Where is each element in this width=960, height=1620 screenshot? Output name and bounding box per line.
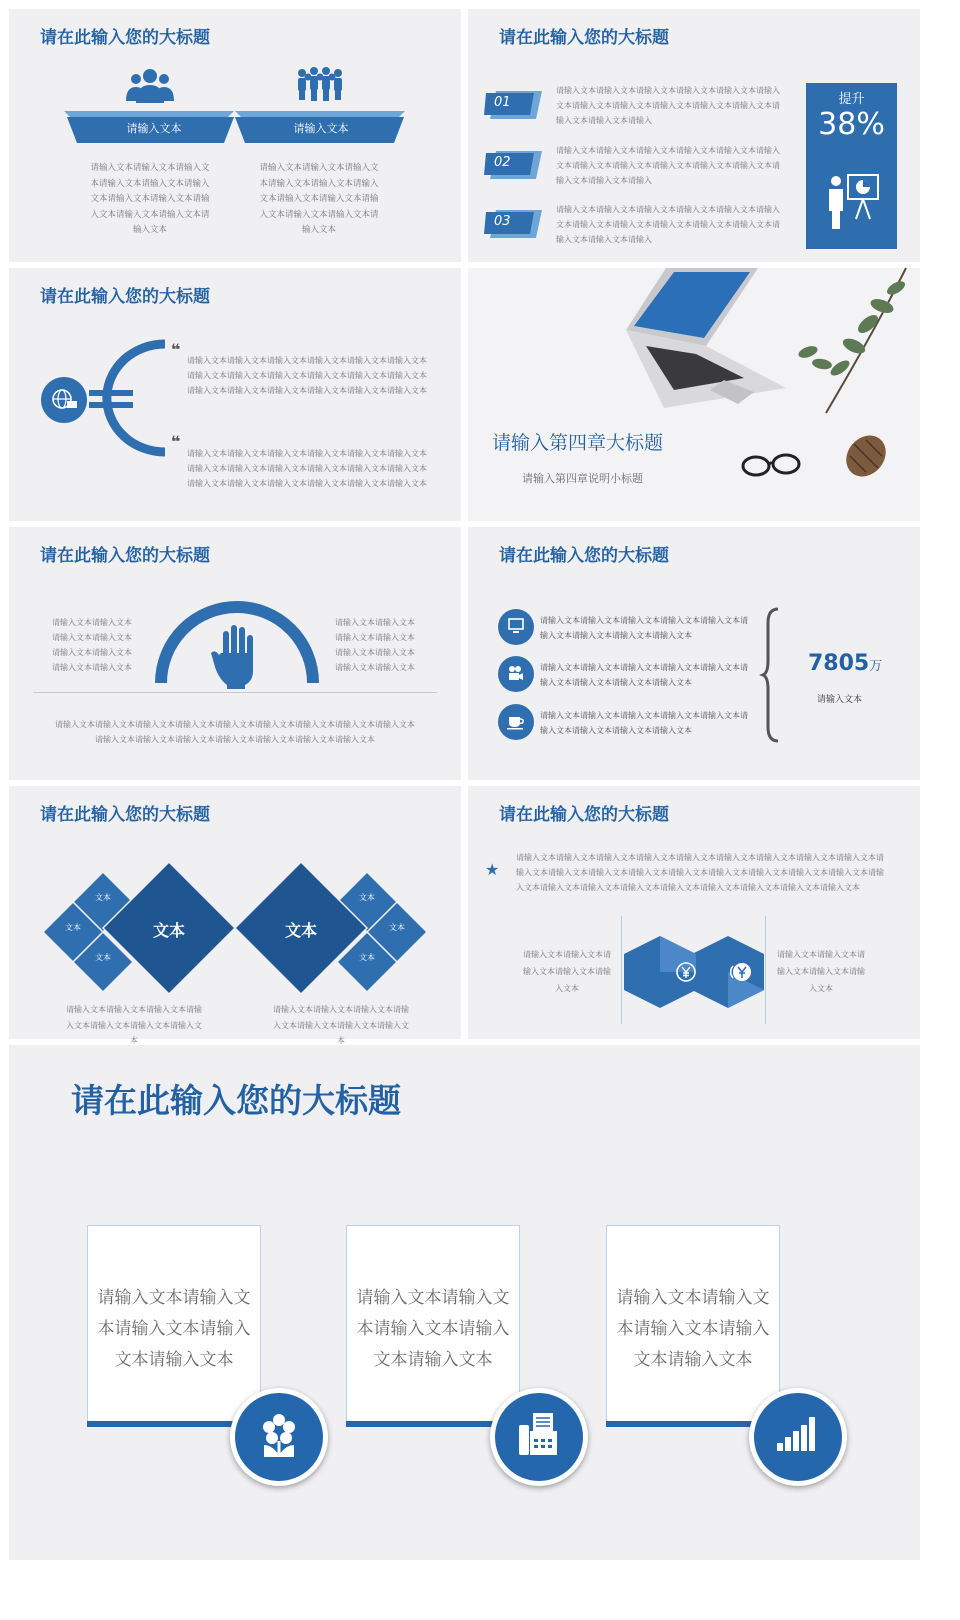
slide-title: 请在此输入您的大标题 (499, 546, 669, 566)
diamond-label-small: 文本 (95, 893, 111, 902)
globe-computer-icon (51, 388, 79, 412)
body-text-1: 请输入文本请输入文本请输入文本请输入文本请输入文本请输入文本请输入文本 (66, 1005, 202, 1045)
people-group-icon (124, 67, 176, 103)
pinecone-illustration (838, 428, 894, 484)
list-item-text: 请输入文本请输入文本请输入文本请输入文本请输入文本请输入文本请输入文本请输入文本请输入文本请输入文本请输入文本请输入文本请输入文本请输入 (556, 86, 780, 125)
yen-coin-icon (675, 961, 697, 983)
left-text: 请输入文本请输入文本请输入文本请输入文本请输入文本 (523, 950, 611, 993)
laptop-illustration (626, 268, 796, 408)
number-label: 02 (494, 155, 511, 170)
number-label: 01 (494, 95, 511, 110)
list-item: 请输入文本请输入文本 (52, 648, 132, 657)
list-item-text: 请输入文本请输入文本请输入文本请输入文本请输入文本请输入文本请输入文本请输入文本请输入文本 (540, 616, 748, 640)
number-tag-01 (484, 89, 544, 121)
quote-text-1: 请输入文本请输入文本请输入文本请输入文本请输入文本请输入文本请输入文本请输入文本请输入文本请输入文本请输入文本请输入文本请输入文本请输入文本请输入文本请输入文本请输入文本请输入文本 (187, 356, 427, 395)
hand-icon (211, 623, 259, 689)
list-item: 请输入文本请输入文本 (335, 648, 415, 657)
list-item-text: 请输入文本请输入文本请输入文本请输入文本请输入文本请输入文本请输入文本请输入文本请输入文本请输入文本请输入文本请输入文本请输入文本请输入 (556, 205, 780, 244)
slide-7 (9, 786, 461, 1045)
slide-title: 请在此输入您的大标题 (40, 546, 210, 566)
bottom-text: 请输入文本请输入文本请输入文本请输入文本请输入文本请输入文本请输入文本请输入文本请输入文本请输入文本请输入文本请输入文本请输入文本请输入文本请输入文本请输入文本 (55, 720, 415, 744)
yen-money-icon (730, 961, 752, 983)
slide-2 (468, 9, 920, 262)
diamond-label-small: 文本 (359, 893, 375, 902)
team-crowd-icon (294, 67, 346, 103)
list-item-text: 请输入文本请输入文本请输入文本请输入文本请输入文本请输入文本请输入文本请输入文本请输入文本 (540, 711, 748, 735)
list-item: 请输入文本请输入文本 (335, 663, 415, 672)
signal-bars-icon (775, 1415, 817, 1453)
list-item: 请输入文本请输入文本 (335, 618, 415, 627)
slide-6 (468, 527, 920, 780)
curly-brace (762, 607, 782, 743)
diamond-label-big-2: 文本 (284, 921, 317, 940)
list-item: 请输入文本请输入文本 (52, 618, 132, 627)
list-item: 请输入文本请输入文本 (335, 633, 415, 642)
plant-branch-illustration (786, 268, 920, 418)
card-text: 请输入文本请输入文本请输入文本请输入文本请输入文本 (97, 1288, 251, 1370)
diamond-label-small: 文本 (65, 923, 81, 932)
slide-8 (468, 786, 920, 1039)
slide-4 (468, 268, 920, 521)
diamond-label-small: 文本 (95, 953, 111, 962)
monitor-icon (508, 618, 524, 634)
coffee-cup-icon (507, 714, 525, 730)
eyeglasses-illustration (740, 450, 804, 478)
stat-box (806, 83, 897, 249)
divider-line (765, 916, 766, 1024)
divider-line (621, 916, 622, 1024)
slide-title: 请在此输入您的大标题 (499, 28, 669, 48)
stat-unit: 万 (869, 659, 883, 674)
stat-value (808, 651, 882, 676)
fax-icon (517, 1411, 559, 1457)
diamond-label-small: 文本 (359, 953, 375, 962)
slide-9 (9, 1045, 920, 1560)
slide-title: 请在此输入您的大标题 (499, 805, 669, 825)
body-text-2: 请输入文本请输入文本请输入文本请输入文本请输入文本请输入文本请输入文本请输入文本请输入文本请输入文本请输入文本请输入文本 (259, 163, 379, 235)
stat-number: 7805 (808, 651, 870, 676)
slide-title: 请在此输入您的大标题 (40, 805, 210, 825)
body-text-1: 请输入文本请输入文本请输入文本请输入文本请输入文本请输入文本请输入文本请输入文本请输入文本请输入文本请输入文本请输入文本 (90, 163, 210, 235)
chapter-title: 请输入第四章大标题 (492, 432, 664, 454)
chapter-subtitle: 请输入第四章说明小标题 (522, 472, 643, 485)
slide-title: 请在此输入您的大标题 (40, 287, 210, 307)
flower-icon (258, 1413, 300, 1459)
number-tag-02 (484, 149, 544, 181)
slide-5 (9, 527, 461, 780)
list-item: 请输入文本请输入文本 (52, 633, 132, 642)
slide-title: 请在此输入您的大标题 (71, 1081, 401, 1120)
right-text: 请输入文本请输入文本请输入文本请输入文本请输入文本 (777, 950, 865, 993)
list-item-text: 请输入文本请输入文本请输入文本请输入文本请输入文本请输入文本请输入文本请输入文本请输入文本 (540, 663, 748, 687)
slide-1 (9, 9, 461, 262)
star-icon: ★ (485, 860, 500, 879)
diamond-label-small: 文本 (389, 923, 405, 932)
quote-mark-icon: ❝ (171, 340, 181, 359)
divider-line (33, 692, 437, 693)
card-text: 请输入文本请输入文本请输入文本请输入文本请输入文本 (616, 1288, 770, 1370)
quote-mark-icon: ❝ (171, 432, 181, 451)
ribbon-label-1: 请输入文本 (126, 122, 182, 135)
intro-text: 请输入文本请输入文本请输入文本请输入文本请输入文本请输入文本请输入文本请输入文本请输入文本请输入文本请输入文本请输入文本请输入文本请输入文本请输入文本请输入文本请输入文本请输入文本请输入文本请输入文本请输入文本请输入文本请输入文本请输入文本请输入文本请输入文本请输入文本 (516, 853, 884, 892)
number-tag-03 (484, 208, 544, 240)
body-text-2: 请输入文本请输入文本请输入文本请输入文本请输入文本请输入文本请输入文本 (273, 1005, 409, 1045)
stat-caption: 请输入文本 (817, 695, 863, 705)
presentation-icon (824, 173, 880, 231)
stat-label: 提升 (838, 92, 865, 107)
video-camera-icon (507, 665, 525, 683)
slide-title: 请在此输入您的大标题 (40, 28, 210, 48)
card-text: 请输入文本请输入文本请输入文本请输入文本请输入文本 (356, 1288, 510, 1370)
quote-text-2: 请输入文本请输入文本请输入文本请输入文本请输入文本请输入文本请输入文本请输入文本请输入文本请输入文本请输入文本请输入文本请输入文本请输入文本请输入文本请输入文本请输入文本请输入文本 (187, 449, 427, 488)
stat-value: 38% (818, 107, 885, 142)
list-item: 请输入文本请输入文本 (52, 663, 132, 672)
slide-3 (9, 268, 461, 521)
ribbon-label-2: 请输入文本 (293, 122, 349, 135)
list-item-text: 请输入文本请输入文本请输入文本请输入文本请输入文本请输入文本请输入文本请输入文本请输入文本请输入文本请输入文本请输入文本请输入文本请输入 (556, 146, 780, 185)
diamond-cluster (39, 862, 431, 1002)
diamond-label-big-1: 文本 (152, 921, 185, 940)
number-label: 03 (494, 214, 511, 229)
